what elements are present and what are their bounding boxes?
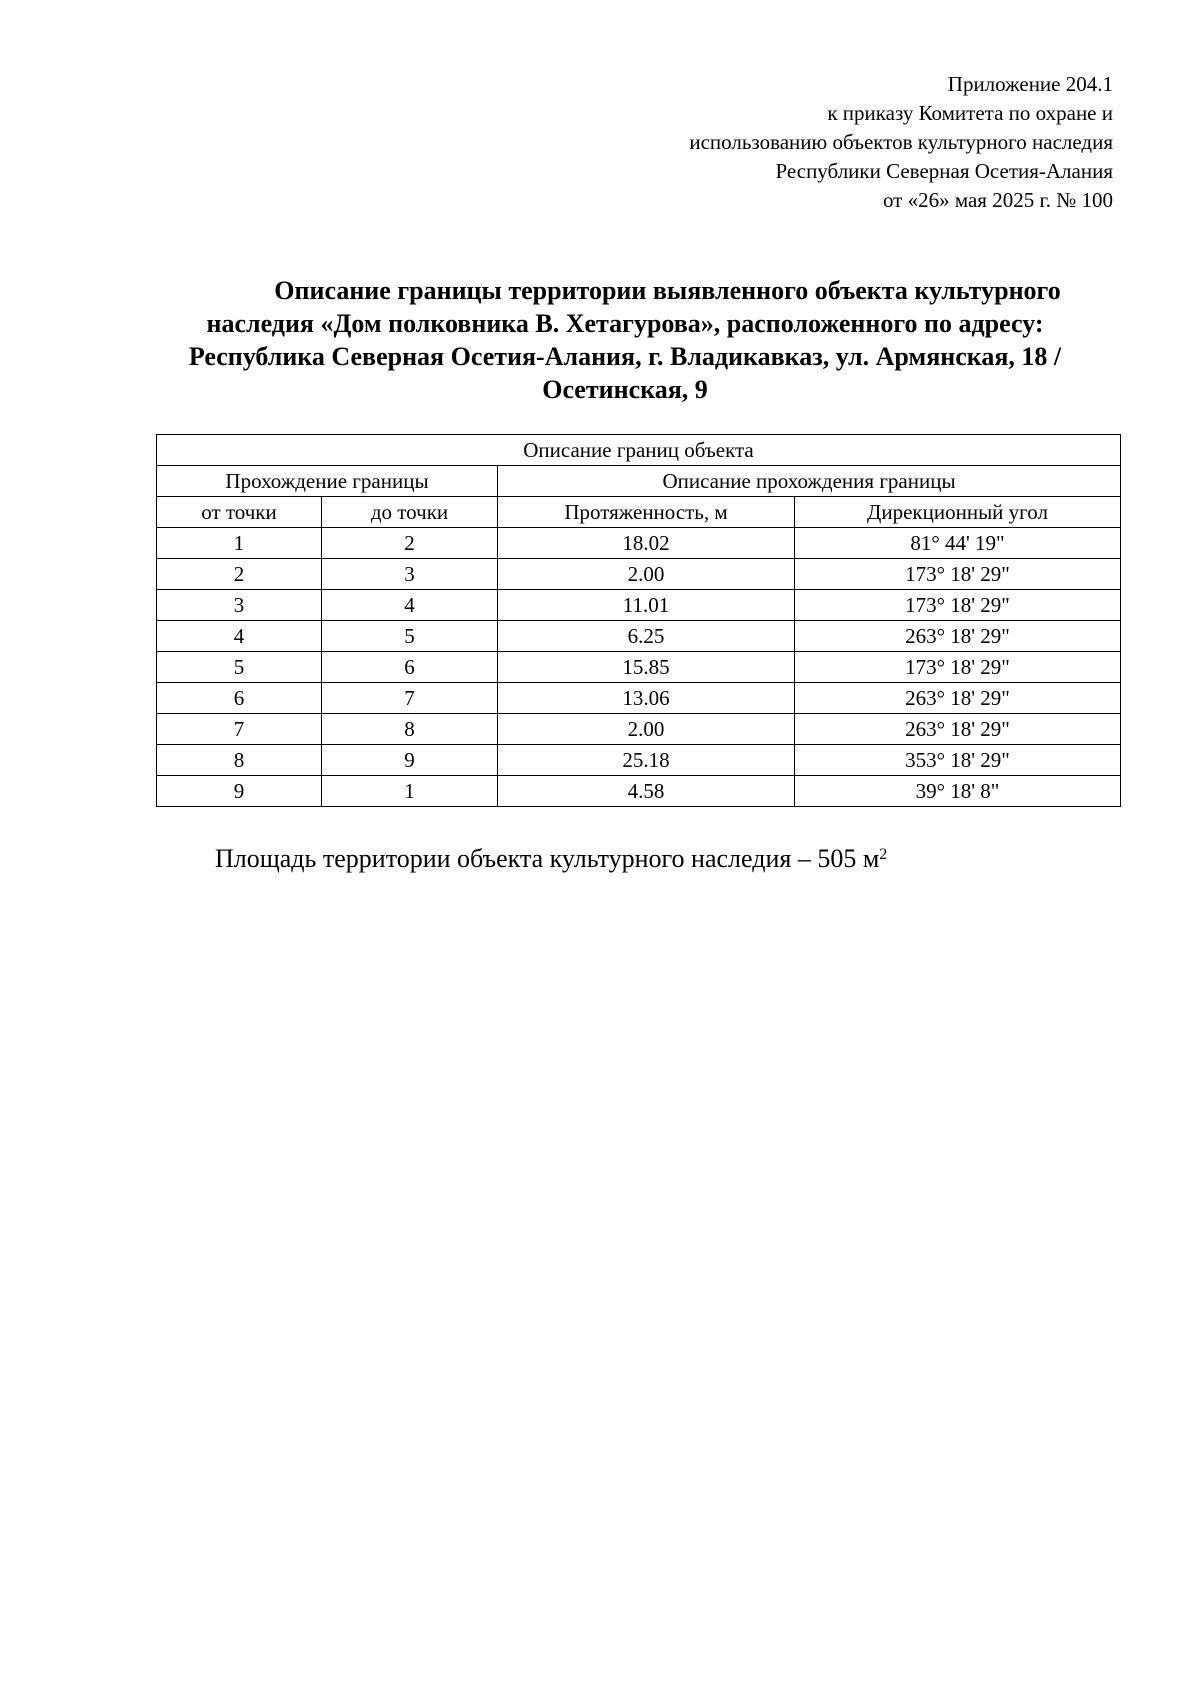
cell-angle: 173° 18' 29"	[795, 652, 1121, 683]
cell-angle: 81° 44' 19"	[795, 528, 1121, 559]
cell-from: 5	[157, 652, 322, 683]
cell-to: 9	[322, 745, 498, 776]
table-row	[157, 714, 1121, 745]
cell-to: 6	[322, 652, 498, 683]
title-line: наследия «Дом полковника В. Хетагурова», расположенного по адресу:	[206, 309, 1044, 338]
appendix-line: к приказу Комитета по охране и	[827, 101, 1113, 125]
boundary-table	[156, 434, 1121, 807]
column-header-length: Протяженность, м	[498, 497, 795, 528]
appendix-line: от «26» мая 2025 г. № 100	[882, 188, 1113, 212]
cell-from: 6	[157, 683, 322, 714]
cell-length: 2.00	[498, 714, 795, 745]
appendix-line: использованию объектов культурного наследия	[689, 130, 1113, 154]
cell-from: 1	[157, 528, 322, 559]
table-row	[157, 621, 1121, 652]
table-row	[157, 528, 1121, 559]
cell-from: 8	[157, 745, 322, 776]
cell-length: 11.01	[498, 590, 795, 621]
table-row	[157, 590, 1121, 621]
cell-angle: 173° 18' 29"	[795, 559, 1121, 590]
cell-from: 2	[157, 559, 322, 590]
cell-to: 1	[322, 776, 498, 807]
column-header-to: до точки	[322, 497, 498, 528]
cell-angle: 263° 18' 29"	[795, 714, 1121, 745]
area-text: Площадь территории объекта культурного наследия – 505 м	[215, 844, 880, 873]
cell-length: 15.85	[498, 652, 795, 683]
appendix-line: Приложение 204.1	[947, 72, 1113, 96]
title-line: Осетинская, 9	[542, 375, 708, 404]
cell-length: 13.06	[498, 683, 795, 714]
cell-angle: 39° 18' 8"	[795, 776, 1121, 807]
table-row	[157, 559, 1121, 590]
cell-to: 4	[322, 590, 498, 621]
cell-length: 18.02	[498, 528, 795, 559]
area-superscript: 2	[879, 846, 888, 863]
cell-angle: 263° 18' 29"	[795, 621, 1121, 652]
appendix-header	[413, 70, 1113, 215]
table-caption: Описание границ объекта	[157, 435, 1121, 466]
group-header-passage: Прохождение границы	[157, 466, 498, 497]
cell-length: 6.25	[498, 621, 795, 652]
appendix-line: Республики Северная Осетия-Алания	[775, 159, 1113, 183]
table-row	[157, 776, 1121, 807]
cell-from: 3	[157, 590, 322, 621]
column-header-from: от точки	[157, 497, 322, 528]
cell-to: 8	[322, 714, 498, 745]
cell-to: 5	[322, 621, 498, 652]
cell-to: 2	[322, 528, 498, 559]
cell-angle: 173° 18' 29"	[795, 590, 1121, 621]
cell-length: 25.18	[498, 745, 795, 776]
cell-angle: 263° 18' 29"	[795, 683, 1121, 714]
cell-to: 3	[322, 559, 498, 590]
title-line: Республика Северная Осетия-Алания, г. Владикавказ, ул. Армянская, 18 /	[188, 342, 1062, 371]
title-line: Описание границы территории выявленного объекта культурного	[274, 276, 1061, 305]
cell-from: 4	[157, 621, 322, 652]
table-row	[157, 683, 1121, 714]
cell-from: 7	[157, 714, 322, 745]
document-title	[150, 274, 1100, 406]
table-row	[157, 745, 1121, 776]
table-row	[157, 652, 1121, 683]
cell-from: 9	[157, 776, 322, 807]
cell-angle: 353° 18' 29"	[795, 745, 1121, 776]
area-statement	[215, 842, 887, 876]
column-header-angle: Дирекционный угол	[795, 497, 1121, 528]
group-header-description: Описание прохождения границы	[498, 466, 1121, 497]
cell-length: 2.00	[498, 559, 795, 590]
cell-length: 4.58	[498, 776, 795, 807]
cell-to: 7	[322, 683, 498, 714]
